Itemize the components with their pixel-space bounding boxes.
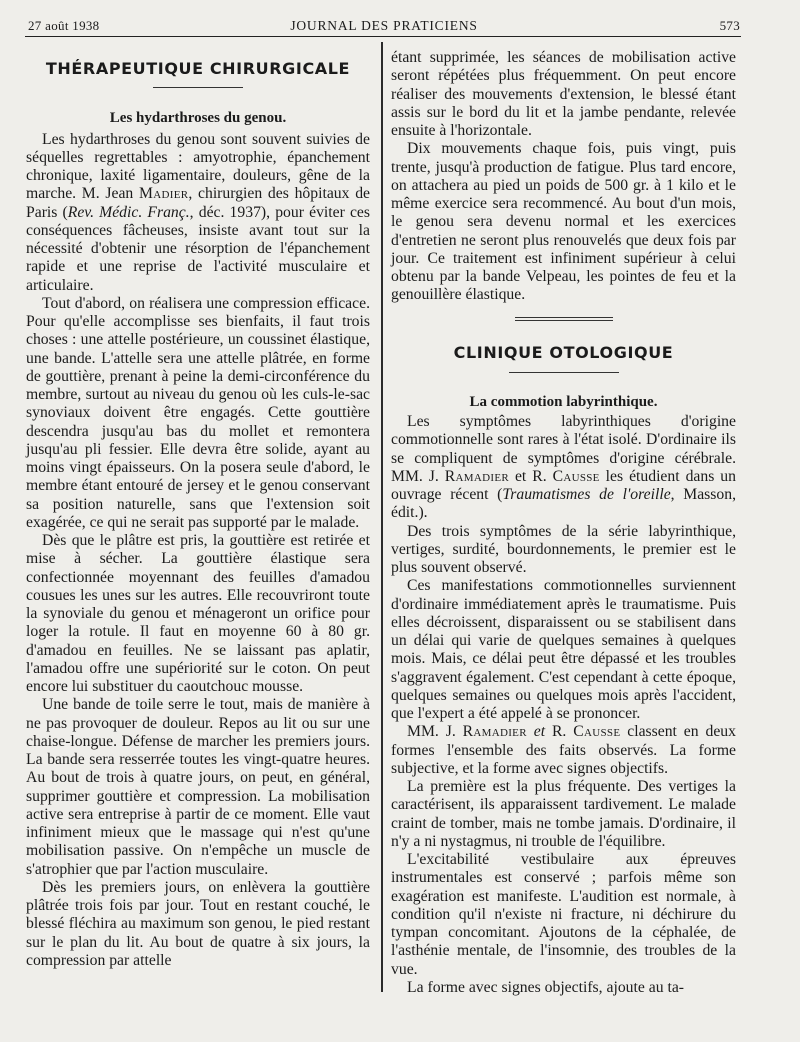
left-column bbox=[26, 46, 370, 970]
paragraph: Des trois symptômes de la série labyrinthique, vertiges, surdité, bourdonnements, le premier est le plus souvent observé. bbox=[391, 522, 736, 576]
title-rule bbox=[509, 372, 619, 373]
section-separator bbox=[515, 317, 613, 321]
paragraph: Dix mouvements chaque fois, puis vingt, puis trente, jusqu'à production de fatigue. Plus tard encore, on attachera au pied un poids de 500 gr. à 1 kilo et le même exercice sera recommencé. Au bout d'un mois, le genou sera devenu normal et les exercices d'entretien ne seront plus renouvelés que deux fois par jour. Ce traitement est infiniment supérieur à celui obtenu par la bande Velpeau, les pointes de feu et la genouillère élastique. bbox=[391, 140, 736, 304]
author-name: Causse bbox=[552, 467, 600, 485]
paragraph: MM. J. Ramadier et R. Causse classent en deux formes l'ensemble des faits observés. La forme subjective, et la forme avec signes objectifs. bbox=[391, 723, 736, 777]
header-rule bbox=[25, 36, 741, 37]
column-divider bbox=[381, 42, 383, 992]
paragraph: Les hydarthroses du genou sont souvent suivies de séquelles regrettables : amyotrophie, épanchement chronique, laxité ligamentaire, douleurs, gêne de la marche. M. Jean Madier, chirurgien des hôpitaux de Paris (Rev. Médic. Franç., déc. 1937), pour éviter ces conséquences fâcheuses, insiste avant tout sur la nécessité d'obtenir une résorption de l'épanchement rapide et une reprise de l'activité musculaire et articulaire. bbox=[26, 130, 370, 294]
author-name: Causse bbox=[573, 723, 621, 741]
article-title-commotion: La commotion labyrinthique. bbox=[469, 393, 658, 410]
page-number: 573 bbox=[719, 18, 740, 33]
paragraph: Tout d'abord, on réalisera une compression efficace. Pour qu'elle accomplisse ses bienfaits, il faut trois choses : une attelle postérieure, un coussinet élastique, une bande. L'attelle sera une attelle plâtrée, en forme de gouttière, prenant à peine la demi-circonférence du membre, surtout au niveau du genou où les culs-le-sac synoviaux doivent être engagés. Cette gouttière descendra jusqu'au bas du mollet et remontera jusqu'au pli fessier. Elle devra être solide, ayant au moins vingt épaisseurs. On la posera seule d'abord, le membre étant entouré de jersey et le genou conservant sa position naturelle, sans que l'extension soit exagérée, ce qui ne serait pas supporté par le malade. bbox=[26, 294, 370, 531]
paragraph: L'excitabilité vestibulaire aux épreuves instrumentales est conservé ; parfois même son exagération est manifeste. L'audition est normale, à condition qu'il n'existe ni fracture, ni déchirure du tympan concomitant. Ajoutons de la céphalée, de l'asthénie mentale, de l'insomnie, des troubles de la vue. bbox=[391, 851, 736, 978]
issue-date: 27 août 1938 bbox=[28, 18, 100, 33]
paragraph: Les symptômes labyrinthiques d'origine commotionnelle sont rares à l'état isolé. D'ordinaire ils se compliquent de symptômes d'origine cérébrale. MM. J. Ramadier et R. Causse les étudient dans un ouvrage récent (Traumatismes de l'oreille, Masson, édit.). bbox=[391, 413, 736, 522]
title-rule bbox=[153, 87, 243, 88]
author-name: Ramadier bbox=[462, 723, 527, 741]
paragraph: Une bande de toile serre le tout, mais de manière à ne pas provoquer de douleur. Repos au lit ou sur une chaise-longue. Défense de marcher les premiers jours. La bande sera resserrée toutes les vingt-quatre heures. Au bout de trois à quatre jours, on peut, en général, supprimer gouttière et compression. La mobilisation active sera entreprise à partir de ce moment. Elle vaut infiniment mieux que le massage qui n'est qu'une mobilisation passive. On n'empêche un muscle de s'atrophier que par l'action musculaire. bbox=[26, 696, 370, 878]
article-title-hydarthroses: Les hydarthroses du genou. bbox=[109, 110, 287, 127]
paragraph: Dès que le plâtre est pris, la gouttière est retirée et mise à sécher. La gouttière élastique sera confectionnée moyennant des feuilles d'amadou cousues les unes sur les autres. Elle recouvriront toute la synoviale du genou et ménageront un orifice pour loger la rotule. Il faut en moyenne 60 à 80 gr. d'amadou en feuilles. Ne se laissant pas aplatir, l'amadou offre une supériorité sur le coton. On peut encore lui substituer du caoutchouc mousse. bbox=[26, 532, 370, 695]
paragraph: Ces manifestations commotionnelles surviennent d'ordinaire immédiatement après le traumatisme. Puis elles décroissent, disparaissent ou se stabilisent dans un délai qui varie de quelques semaines à quelques mois. Mais, ce délai peut être dépassé et les troubles s'aggravent également. C'est cependant à cette époque, quelques semaines ou quelques mois après l'accident, que l'expert a été appelé à se prononcer. bbox=[391, 577, 736, 722]
section-title-therapeutique: THÉRAPEUTIQUE CHIRURGICALE bbox=[45, 59, 351, 78]
page-header bbox=[28, 14, 740, 38]
right-column bbox=[391, 49, 736, 997]
journal-title: JOURNAL DES PRATICIENS bbox=[290, 18, 478, 33]
paragraph: Dès les premiers jours, on enlèvera la gouttière plâtrée trois fois par jour. Tout en restant couché, le blessé fléchira au maximum son genou, le pied restant sur le plan du lit. Au bout de quatre à six jours, la compression par attelle bbox=[26, 878, 370, 969]
journal-reference: Rev. Médic. Franç. bbox=[67, 203, 190, 221]
paragraph: La première est la plus fréquente. Des vertiges la caractérisent, ils apparaissent tardivement. Le malade craint de tomber, mais ne tombe jamais. D'ordinaire, il n'y a ni nystagmus, ni trouble de l'équilibre. bbox=[391, 778, 736, 850]
section-title-otologique: CLINIQUE OTOLOGIQUE bbox=[453, 342, 674, 362]
paragraph: étant supprimée, les séances de mobilisation active seront répétées plus fréquemment. On peut encore réaliser des mouvements d'extension, le blessé étant assis sur le bord du lit et la jambe pendante, relevée ensuite à l'horizontale. bbox=[391, 49, 736, 139]
author-name: Ramadier bbox=[444, 467, 509, 485]
paragraph: La forme avec signes objectifs, ajoute au ta- bbox=[407, 978, 685, 996]
author-name: Madier bbox=[139, 185, 189, 203]
book-reference: Traumatismes de l'oreille bbox=[502, 486, 671, 503]
